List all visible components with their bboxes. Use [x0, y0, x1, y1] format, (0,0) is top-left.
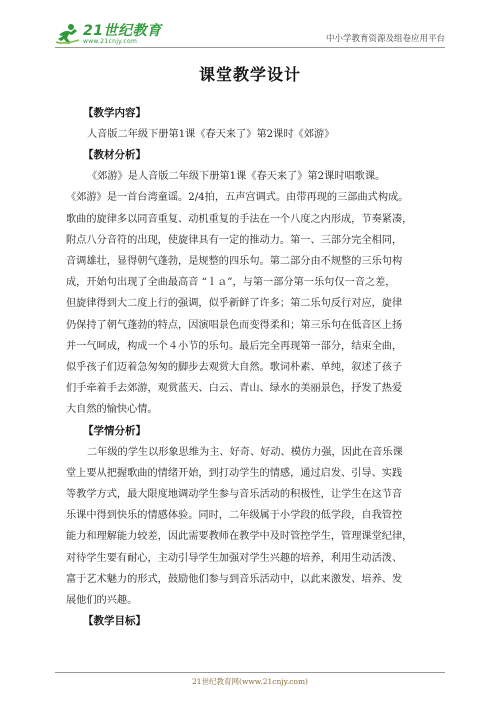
- text-line: 歌曲的旋律多以同音重复、动机重复的手法在一个八度之内形成，节奏紧凑，: [66, 213, 413, 225]
- text-line: 堂上要从把握歌曲的情绪开始，到打动学生的情感，通过启发、引导、实践: [66, 467, 403, 479]
- logo-text: [83, 24, 161, 45]
- text-line: 但旋律得到大二度上行的强调，似乎新鲜了许多；第二乐句反行对应，旋律: [66, 298, 403, 310]
- text-line: 对待学生要有耐心，主动引导学生加强对学生兴趣的培养，利用生动活泼、: [66, 552, 403, 564]
- platform-name: 中小学教育资源及组卷应用平台: [325, 34, 445, 44]
- text-line: 富于艺术魅力的形式，鼓励他们参与到音乐活动中，以此来激发、培养、发: [66, 573, 403, 585]
- text-line: 似乎孩子们迈着急匆匆的脚步去观赏大自然。歌词朴素、单纯，叙述了孩子: [66, 362, 403, 374]
- section-analysis-text: [66, 166, 434, 420]
- runner-logo-icon: [55, 23, 81, 45]
- section-heading-content: 【教学内容】: [83, 107, 146, 119]
- text-line: 并一气呵成，构成一个４小节的乐句。最后完全再现第一部分，结束全曲，: [66, 340, 403, 352]
- document-body: [66, 103, 434, 632]
- text-line: 附点八分音符的出现，使旋律具有一定的推动力。第一、三部分完全相同，: [66, 234, 403, 246]
- logo-url: www.21cnjy.com: [83, 37, 138, 45]
- section-heading-analysis: 【教材分析】: [83, 149, 146, 162]
- text-line: 等教学方式，最大限度地调动学生参与音乐活动的积极性，让学生在这节音: [66, 489, 403, 501]
- text-line: 们手牵着手去郊游，观赏蓝天、白云、青山、绿水的美丽景色，抒发了热爱: [66, 383, 403, 395]
- page-footer[interactable]: 21世纪教育网(www.21cnjy.com): [191, 677, 308, 686]
- text-line: 人音版二年级下册第1课《春天来了》第2课时《郊游》: [87, 129, 335, 140]
- text-line: 乐课中得到快乐的情感体验。同时，二年级属于小学段的低学段，自我管控: [66, 510, 403, 522]
- text-line: 成，开始句出现了全曲最高音 “ｌａ”，与第一部分第一乐句仅一音之差，: [66, 277, 396, 289]
- text-line: 《郊游》是一首台湾童谣。2/4拍，五声宫调式。由带再现的三部曲式构成。: [66, 192, 409, 204]
- text-line: 《郊游》是人音版二年级下册第1课《春天来了》第2课时唱歌课。: [87, 171, 386, 183]
- section-content-text: [66, 124, 434, 145]
- page-title: 课堂教学设计: [198, 65, 301, 84]
- text-line: 大自然的愉快心情。: [66, 404, 158, 416]
- site-logo[interactable]: [55, 20, 161, 48]
- text-line: 仍保持了朝气蓬勃的特点，因演唱景色而变得柔和；第三乐句在低音区上扬: [66, 319, 403, 331]
- page-header: [55, 20, 445, 48]
- header-divider: [55, 47, 445, 48]
- section-heading-goals: 【教学目标】: [83, 615, 146, 628]
- text-line: 展他们的兴趣。: [66, 595, 138, 607]
- text-line: 二年级的学生以形象思维为主、好奇、好动、模仿力强，因此在音乐课: [87, 446, 403, 458]
- text-line: 能力和理解能力较差，因此需要教师在教学中及时管控学生，管理课堂纪律，: [66, 531, 413, 543]
- section-heading-students: 【学情分析】: [83, 424, 146, 437]
- section-students-text: [66, 442, 434, 612]
- text-line: 音调雄壮，显得朝气蓬勃，是规整的四乐句。第二部分由不规整的三乐句构: [66, 256, 403, 268]
- footer-divider: [55, 672, 445, 673]
- logo-title: 21世纪教育: [83, 22, 162, 39]
